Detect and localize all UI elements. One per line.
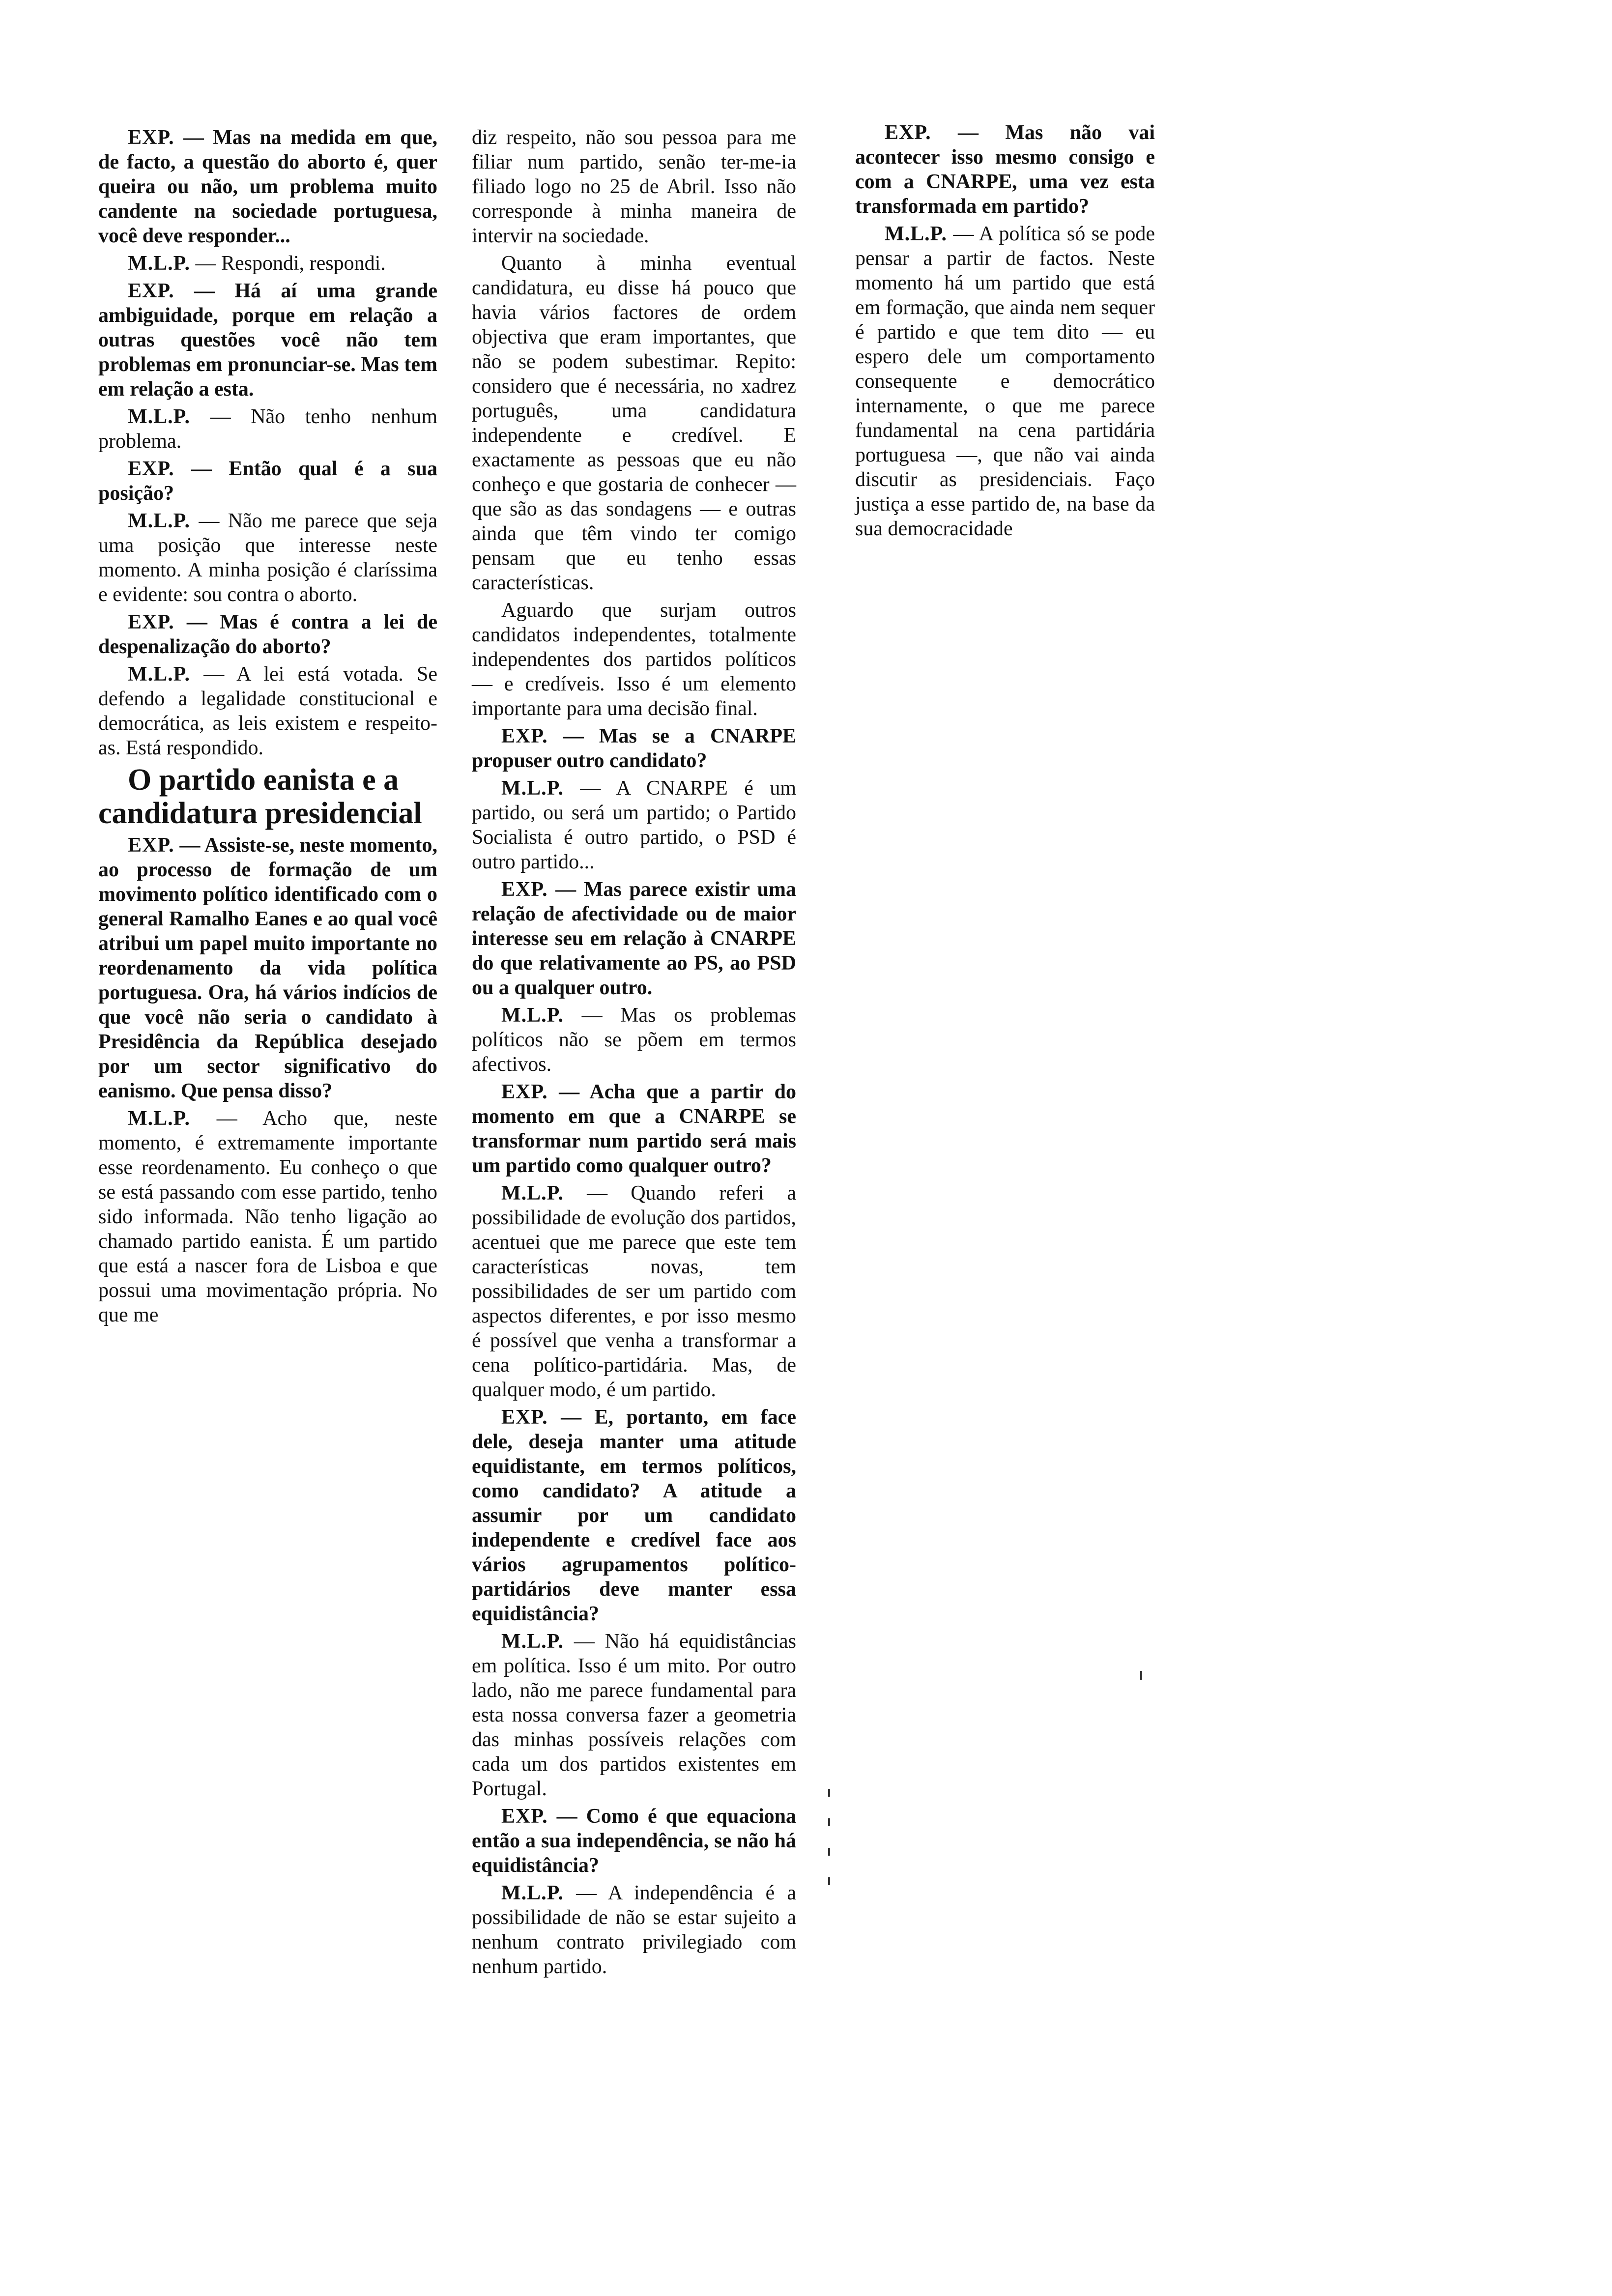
interview-paragraph (98, 610, 437, 659)
paragraph-text: — Mas se a CNARPE propuser outro candidato? (472, 725, 796, 772)
paragraph-text: — A CNARPE é um partido, ou será um partido; o Partido Socialista é outro partido, o PSD é outro partido... (472, 777, 796, 873)
interview-paragraph (472, 1804, 796, 1878)
paragraph-text: — Acho que, neste momento, é extremamente importante esse reordenamento. Eu conheço o que se está passando com esse partido, tenho sido informada. Não tenho ligação ao chamado partido eanista. É um partido que está a nascer fora de Lisboa e que possui uma movimentação própria. No que me (98, 1107, 437, 1326)
interview-paragraph (98, 404, 437, 454)
interview-paragraph (855, 120, 1155, 219)
speaker-label: M.L.P. (885, 223, 947, 245)
speaker-label: M.L.P. (501, 1182, 564, 1205)
interview-paragraph (98, 509, 437, 607)
paragraph-text: — Mas parece existir uma relação de afectividade ou de maior interesse seu em relação à CNARPE do que relativamente ao PS, ao PSD ou a qualquer outro. (472, 878, 796, 999)
interview-paragraph (472, 598, 796, 721)
interview-paragraph (98, 662, 437, 760)
interview-paragraph (98, 251, 437, 276)
speaker-label: EXP. (128, 126, 174, 149)
paragraph-text: — Então qual é a sua posição? (98, 458, 437, 505)
interview-paragraph (472, 1003, 796, 1077)
speaker-label: M.L.P. (128, 1107, 190, 1130)
speaker-label: EXP. (128, 280, 174, 302)
speaker-label: EXP. (128, 611, 174, 633)
speaker-label: M.L.P. (128, 663, 190, 686)
speaker-label: EXP. (501, 1081, 548, 1103)
interview-paragraph (472, 724, 796, 773)
scan-mark (828, 1848, 830, 1856)
paragraph-text: — Não tenho nenhum problema. (98, 405, 437, 453)
section-heading: O partido eanista e a candidatura presidencial (98, 763, 422, 830)
paragraph-text: — Mas na medida em que, de facto, a questão do aborto é, quer queira ou não, um problema muito candente na sociedade portuguesa, você deve responder... (98, 126, 437, 247)
paragraph-text: — A independência é a possibilidade de não se estar sujeito a nenhum contrato privilegiado com nenhum partido. (472, 1882, 796, 1978)
speaker-label: M.L.P. (128, 252, 190, 275)
paragraph-text: — Mas não vai acontecer isso mesmo consigo e com a CNARPE, uma vez esta transformada em partido? (855, 121, 1155, 218)
paragraph-text: — Há aí uma grande ambiguidade, porque em relação a outras questões você não tem problemas em pronunciar-se. Mas tem em relação a esta. (98, 280, 437, 401)
speaker-label: M.L.P. (128, 510, 190, 532)
article-column-3 (855, 120, 1155, 544)
interview-paragraph (98, 457, 437, 506)
interview-paragraph (472, 776, 796, 874)
paragraph-text: — Mas é contra a lei de despenalização do aborto? (98, 611, 437, 658)
paragraph-text: — Acha que a partir do momento em que a CNARPE se transformar num partido será mais um partido como qualquer outro? (472, 1081, 796, 1177)
interview-paragraph (472, 125, 796, 248)
speaker-label: M.L.P. (501, 1882, 564, 1904)
speaker-label: EXP. (501, 725, 548, 747)
interview-paragraph (472, 1629, 796, 1801)
speaker-label: EXP. (501, 1805, 548, 1828)
scan-mark (828, 1877, 830, 1885)
paragraph-text: — Quando referi a possibilidade de evolução dos partidos, acentuei que me parece que este tem características novas, tem possibilidades de ser um partido com aspectos diferentes, e por isso mesmo é possível que venha a transformar a cena político-partidária. Mas, de qualquer modo, é um partido. (472, 1182, 796, 1401)
paragraph-text: — A política só se pode pensar a partir de factos. Neste momento há um partido que está em formação, que ainda nem sequer é partido e que tem dito — eu espero dele um comportamento consequente e democrático internamente, o que me parece fundamental na cena partidária portuguesa —, que não vai ainda discutir as presidenciais. Faço justiça a esse partido de, na base da sua democracidade (855, 223, 1155, 540)
interview-paragraph (472, 1881, 796, 1979)
paragraph-text: — A lei está votada. Se defendo a legalidade constitucional e democrática, as leis existem e respeito-as. Está respondido. (98, 663, 437, 759)
speaker-label: EXP. (501, 1406, 548, 1429)
speaker-label: EXP. (501, 878, 548, 901)
paragraph-text: — Assiste-se, neste momento, ao processo de formação de um movimento político identificado com o general Ramalho Eanes e ao qual você atribui um papel muito importante no reordenamento da vida política portuguesa. Ora, há vários indícios de que você não seria o candidato à Presidência da República desejado por um sector significativo do eanismo. Que pensa disso? (98, 834, 437, 1102)
paragraph-text: — Não há equidistâncias em política. Isso é um mito. Por outro lado, não me parece fundamental para esta nossa conversa fazer a geometria das minhas possíveis relações com cada um dos partidos existentes em Portugal. (472, 1630, 796, 1800)
paragraph-text: — Mas os problemas políticos não se põem em termos afectivos. (472, 1004, 796, 1076)
paragraph-text: — Não me parece que seja uma posição que interesse neste momento. A minha posição é claríssima e evidente: sou contra o aborto. (98, 510, 437, 606)
paragraph-text: Quanto à minha eventual candidatura, eu disse há pouco que havia vários factores de ordem objectiva que eram importantes, que não se podem subestimar. Repito: considero que é necessária, no xadrez português, uma candidatura independente e credível. E exactamente as pessoas que eu não conheço e que gostaria de conhecer — que são as das sondagens — e outras ainda que têm vindo ter comigo pensam que eu tenho essas características. (472, 252, 796, 594)
speaker-label: EXP. (128, 834, 174, 857)
paragraph-text: — Como é que equaciona então a sua independência, se não há equidistância? (472, 1805, 796, 1877)
article-column-1 (98, 125, 437, 1330)
interview-paragraph (472, 877, 796, 1000)
speaker-label: EXP. (885, 121, 931, 144)
scan-mark (828, 1818, 830, 1826)
paragraph-text: Aguardo que surjam outros candidatos independentes, totalmente independentes dos partidos políticos — e credíveis. Isso é um elemento importante para uma decisão final. (472, 599, 796, 720)
speaker-label: M.L.P. (501, 1004, 564, 1027)
interview-paragraph (472, 1080, 796, 1178)
scan-mark (1140, 1671, 1142, 1680)
scan-mark (828, 1789, 830, 1797)
interview-paragraph (472, 1405, 796, 1626)
interview-paragraph (98, 125, 437, 248)
interview-paragraph (98, 833, 437, 1103)
interview-paragraph (472, 251, 796, 595)
speaker-label: M.L.P. (501, 777, 564, 800)
interview-paragraph (98, 279, 437, 402)
article-column-2 (472, 125, 796, 1982)
speaker-label: M.L.P. (128, 405, 190, 428)
speaker-label: EXP. (128, 458, 174, 480)
interview-paragraph (472, 1181, 796, 1402)
speaker-label: M.L.P. (501, 1630, 564, 1653)
paragraph-text: — Respondi, respondi. (190, 252, 386, 275)
interview-paragraph (98, 1106, 437, 1327)
paragraph-text: diz respeito, não sou pessoa para me filiar num partido, senão ter-me-ia filiado logo no 25 de Abril. Isso não corresponde à minha maneira de intervir na sociedade. (472, 126, 796, 247)
interview-paragraph (855, 222, 1155, 541)
paragraph-text: — E, portanto, em face dele, deseja manter uma atitude equidistante, em termos políticos, como candidato? A atitude a assumir por um candidato independente e credível face aos vários agrupamentos político-partidários deve manter essa equidistância? (472, 1406, 796, 1625)
